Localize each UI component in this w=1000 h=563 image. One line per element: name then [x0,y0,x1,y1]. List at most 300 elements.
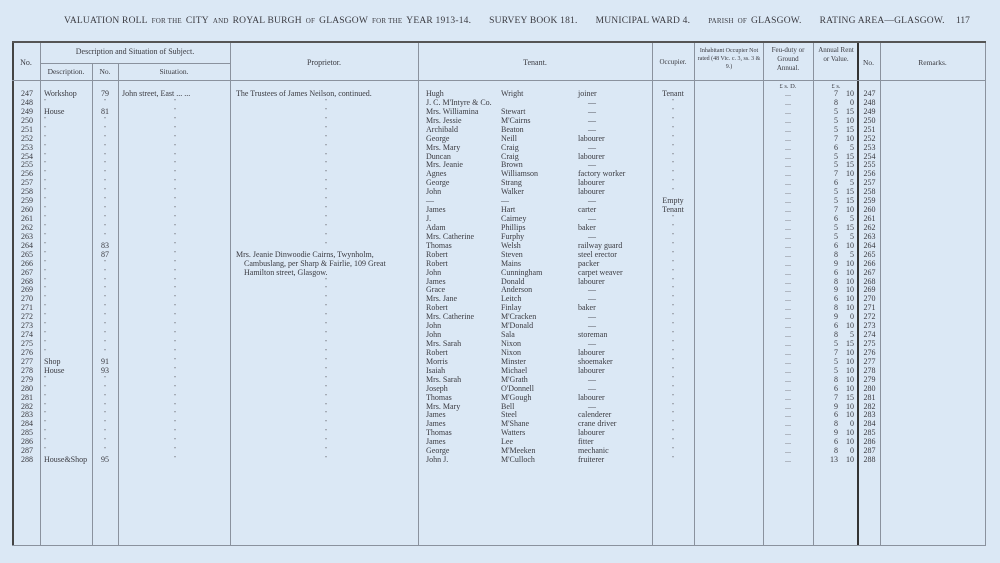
rent-shillings: 5 [850,330,854,340]
tenant-first-name: George [426,446,450,456]
header-no-right: No. [862,58,875,67]
description: House [44,106,65,116]
rent-pounds: 7 [834,347,838,357]
house-number: " [103,143,107,150]
tenant-first-name: Agnes [426,169,447,179]
feu-duty: ... [785,428,791,438]
house-number: " [103,286,107,293]
occupation: — [588,124,596,134]
feu-duty: ... [785,97,791,107]
rent-shillings: 10 [846,428,854,438]
house-number: " [103,411,107,418]
title-part: PARISH [708,17,734,25]
proprietor: " [324,188,328,195]
rent-pounds: 6 [834,267,838,277]
proprietor: " [324,393,328,400]
row-number: 263 [21,231,33,241]
row-number-right: 247 [863,89,876,98]
rent-pounds: 8 [834,419,838,429]
rent-shillings: 10 [846,89,854,98]
row-number-right: 262 [863,222,876,232]
rent-shillings: 10 [846,115,854,125]
occupier: " [671,152,675,159]
description: " [44,438,47,445]
row-number: 278 [21,365,33,375]
rent-pounds: 5 [834,339,838,349]
house-number: " [103,384,107,391]
tenant-first-name: Mrs. Jessie [426,115,462,125]
rent-shillings: 5 [850,231,854,241]
description: " [44,340,47,347]
situation: " [173,161,177,168]
occupier: Tenant [662,89,684,98]
row-number: 272 [21,312,33,322]
rent-shillings: 0 [850,97,854,107]
rent-pounds: 5 [834,124,838,134]
row-number-right: 281 [863,392,876,402]
house-number: " [103,304,107,311]
proprietor: " [324,197,328,204]
house-number: " [103,259,107,266]
tenant-first-name: James [426,276,446,286]
proprietor: " [324,348,328,355]
title-part: GLASGOW. [751,16,802,26]
row-number: 287 [21,446,33,456]
rule-line [12,41,986,43]
house-number: " [103,268,107,275]
feu-duty: ... [785,249,791,259]
tenant-surname: Hart [501,205,516,215]
feu-duty: ... [785,187,791,197]
feu-duty: ... [785,347,791,357]
description: Shop [44,356,61,366]
occupation: factory worker [578,169,626,179]
tenant-first-name: James [426,419,446,429]
tenant-first-name: Mrs. Sarah [426,374,462,384]
tenant-surname: M'Gough [501,392,532,402]
feu-duty: ... [785,169,791,179]
header-no: No. [20,58,32,67]
situation: " [173,357,177,364]
annual-units: £ s. [831,83,841,90]
row-number-right: 280 [863,383,876,393]
proprietor: " [324,232,328,239]
occupier: " [671,331,675,338]
rent-shillings: 10 [846,205,854,215]
situation: " [173,143,177,150]
feu-units: £ s. D. [779,83,797,90]
house-number: " [103,98,107,105]
row-number: 280 [21,383,33,393]
rent-pounds: 5 [834,151,838,161]
feu-duty: ... [785,222,791,232]
tenant-first-name: Mrs. Mary [426,401,461,411]
house-number: 93 [101,365,109,375]
occupier: " [671,223,675,230]
tenant-first-name: — [426,196,434,206]
rent-pounds: 8 [834,446,838,456]
tenant-surname: Craig [501,151,519,161]
header-number: No. [99,67,111,76]
house-number: " [103,429,107,436]
row-number: 288 [21,455,33,465]
row-number: 247 [21,89,33,98]
rule-line [880,42,881,545]
feu-duty: ... [785,303,791,313]
proprietor: Mrs. Jeanie Dinwoodie Cairns, Twynholm, [236,249,374,259]
occupation: — [588,115,596,125]
occupation: — [588,142,596,152]
tenant-first-name: J. C. M'Intyre & Co. [426,97,492,107]
situation: " [173,420,177,427]
occupation: — [588,214,596,224]
tenant-first-name: Thomas [426,428,452,438]
tenant-surname: Michael [501,365,528,375]
tenant-surname: Sala [501,330,515,340]
tenant-surname: Nixon [501,347,521,357]
tenant-first-name: Mrs. Catherine [426,231,474,241]
rent-shillings: 15 [846,106,854,116]
tenant-first-name: Joseph [426,383,448,393]
feu-duty: ... [785,142,791,152]
feu-duty: ... [785,330,791,340]
row-number-right: 253 [863,142,876,152]
proprietor: " [324,340,328,347]
header-remarks: Remarks. [918,58,947,67]
tenant-first-name: Mrs. Mary [426,142,461,152]
occupier: " [671,402,675,409]
rent-shillings: 10 [846,294,854,304]
rent-shillings: 10 [846,383,854,393]
rent-shillings: 15 [846,392,854,402]
description: " [44,420,47,427]
situation: " [173,277,177,284]
rent-pounds: 6 [834,383,838,393]
proprietor: " [324,331,328,338]
rent-shillings: 10 [846,267,854,277]
occupation: labourer [578,365,605,375]
row-number-right: 267 [863,267,876,277]
proprietor: " [324,286,328,293]
rent-shillings: 10 [846,437,854,447]
proprietor: " [324,313,328,320]
occupation: — [588,401,596,411]
situation: " [173,402,177,409]
row-number: 253 [21,142,33,152]
proprietor: " [324,98,328,105]
occupation: labourer [578,392,605,402]
feu-duty: ... [785,437,791,447]
title-part: VALUATION ROLL [64,16,148,26]
rent-pounds: 8 [834,249,838,259]
rent-pounds: 9 [834,285,838,295]
situation: " [173,152,177,159]
proprietor: " [324,429,328,436]
feu-duty: ... [785,455,791,465]
rule-line [12,80,986,81]
occupier: " [671,384,675,391]
description: " [44,188,47,195]
occupation: labourer [578,347,605,357]
house-number: " [103,116,107,123]
tenant-surname: Cairney [501,214,527,224]
row-number: 268 [21,276,33,286]
rent-pounds: 9 [834,428,838,438]
feu-duty: ... [785,339,791,349]
feu-duty: ... [785,89,791,98]
house-number: 91 [101,356,109,366]
occupier: " [671,134,675,141]
row-number-right: 272 [863,312,876,322]
row-number-right: 254 [863,151,876,161]
description: " [44,411,47,418]
rent-pounds: 5 [834,187,838,197]
proprietor: " [324,304,328,311]
rent-pounds: 8 [834,97,838,107]
title-part: GLASGOW [319,16,369,26]
tenant-surname: Bell [501,401,515,411]
house-number: 81 [101,106,109,116]
tenant-surname: Williamson [501,169,539,179]
row-number: 256 [21,169,33,179]
proprietor: " [324,116,328,123]
title-part: OF [737,17,748,25]
occupier: " [671,188,675,195]
occupier: " [671,420,675,427]
feu-duty: ... [785,240,791,250]
title-part: RATING AREA—GLASGOW. [819,16,945,26]
description: Workshop [44,89,77,98]
house-number: 87 [101,249,109,259]
description: House&Shop [44,455,88,465]
rent-pounds: 5 [834,231,838,241]
rent-pounds: 5 [834,196,838,206]
row-number: 266 [21,258,33,268]
proprietor: " [324,277,328,284]
row-number: 273 [21,321,33,331]
occupier: " [671,366,675,373]
title-part: SURVEY BOOK 181. [489,16,578,26]
row-number: 284 [21,419,33,429]
house-number: " [103,295,107,302]
house-number: " [103,420,107,427]
row-number: 285 [21,428,33,438]
situation: " [173,241,177,248]
row-number-right: 273 [863,321,876,331]
rent-pounds: 5 [834,222,838,232]
title-part: CITY [185,16,209,26]
tenant-first-name: Thomas [426,392,452,402]
row-number: 261 [21,214,33,224]
description: " [44,197,47,204]
rent-pounds: 5 [834,356,838,366]
description: " [44,277,47,284]
row-number: 257 [21,178,33,188]
row-number-right: 250 [863,115,876,125]
situation: " [173,429,177,436]
tenant-first-name: George [426,133,450,143]
situation: " [173,223,177,230]
house-number: " [103,197,107,204]
tenant-first-name: John [426,321,442,331]
occupation: joiner [578,89,597,98]
occupier: " [671,375,675,382]
header-tenant: Tenant. [523,58,547,67]
rent-shillings: 10 [846,240,854,250]
house-number: 95 [101,455,109,465]
occupier: Empty [662,196,684,206]
row-number-right: 271 [863,303,876,313]
rent-pounds: 6 [834,410,838,420]
occupier: " [671,116,675,123]
row-number-right: 259 [863,196,876,206]
rent-shillings: 10 [846,455,854,465]
rent-shillings: 10 [846,401,854,411]
rule-line [40,42,41,545]
tenant-surname: Leitch [501,294,522,304]
description: House [44,365,65,375]
tenant-surname: Nixon [501,339,521,349]
rent-shillings: 10 [846,258,854,268]
proprietor: " [324,384,328,391]
row-number: 264 [21,240,33,250]
description: " [44,313,47,320]
situation: " [173,348,177,355]
house-number: 79 [101,89,109,98]
proprietor: Hamilton street, Glasgow. [244,267,328,277]
situation: " [173,447,177,454]
description: " [44,286,47,293]
feu-duty: ... [785,392,791,402]
row-number-right: 283 [863,410,876,420]
proprietor: " [324,125,328,132]
situation: " [173,313,177,320]
header-annual-rent: Annual Rent or Value. [818,46,854,63]
feu-duty: ... [785,106,791,116]
row-number-right: 265 [863,249,876,259]
row-number: 248 [21,97,33,107]
occupier: " [671,215,675,222]
house-number: " [103,215,107,222]
house-number: " [103,340,107,347]
tenant-surname: M'Grath [501,374,528,384]
tenant-first-name: Robert [426,249,448,259]
rent-pounds: 7 [834,89,838,98]
feu-duty: ... [785,214,791,224]
feu-duty: ... [785,267,791,277]
rent-pounds: 6 [834,437,838,447]
row-number-right: 252 [863,133,876,143]
description: " [44,134,47,141]
occupation: labourer [578,133,605,143]
rent-pounds: 6 [834,142,838,152]
occupation: crane driver [578,419,617,429]
tenant-first-name: James [426,205,446,215]
rent-pounds: 5 [834,365,838,375]
occupation: — [588,160,596,170]
tenant-first-name: Mrs. Sarah [426,339,462,349]
tenant-first-name: Adam [426,222,446,232]
occupation: — [588,383,596,393]
situation: " [173,134,177,141]
rent-pounds: 5 [834,106,838,116]
rent-shillings: 5 [850,249,854,259]
rule-line [813,42,814,545]
row-number: 279 [21,374,33,384]
situation: " [173,259,177,266]
row-number-right: 264 [863,240,876,250]
tenant-surname: Steven [501,249,523,259]
tenant-first-name: Robert [426,303,448,313]
rent-shillings: 10 [846,303,854,313]
tenant-first-name: James [426,437,446,447]
row-number-right: 249 [863,106,876,116]
tenant-first-name: Thomas [426,240,452,250]
page-header-title [64,16,949,26]
rent-shillings: 10 [846,285,854,295]
tenant-surname: Welsh [501,240,521,250]
header-feu-duty: Feu-duty or Ground Annual. [771,46,805,72]
row-number-right: 284 [863,419,876,429]
occupation: fitter [578,437,594,447]
rent-shillings: 0 [850,312,854,322]
rent-shillings: 15 [846,222,854,232]
tenant-surname: M'Cracken [501,312,537,322]
tenant-first-name: Grace [426,285,446,295]
row-number-right: 268 [863,276,876,286]
occupier: " [671,277,675,284]
proprietor: " [324,322,328,329]
rent-pounds: 6 [834,294,838,304]
occupation: shoemaker [578,356,613,366]
occupier: " [671,143,675,150]
row-number-right: 278 [863,365,876,375]
rent-shillings: 0 [850,419,854,429]
row-number: 262 [21,222,33,232]
row-number-right: 260 [863,205,876,215]
description: " [44,402,47,409]
tenant-surname: Wright [501,89,524,98]
occupier: " [671,179,675,186]
rule-line [230,42,231,545]
tenant-surname: Donald [501,276,525,286]
rent-shillings: 10 [846,374,854,384]
row-number: 267 [21,267,33,277]
row-number-right: 269 [863,285,876,295]
situation: John street, East ... ... [122,89,191,98]
tenant-surname: Stewart [501,106,526,116]
proprietor: " [324,170,328,177]
row-number: 258 [21,187,33,197]
row-number: 282 [21,401,33,411]
house-number: " [103,438,107,445]
house-number: " [103,232,107,239]
tenant-surname: Watters [501,428,526,438]
rent-pounds: 7 [834,392,838,402]
row-number-right: 276 [863,347,876,357]
row-number-right: 257 [863,178,876,188]
rent-pounds: 8 [834,330,838,340]
occupation: — [588,294,596,304]
rent-shillings: 15 [846,339,854,349]
row-number: 250 [21,115,33,125]
occupier: " [671,232,675,239]
title-part: YEAR 1913-14. [406,16,472,26]
rule-line [694,42,695,545]
page-number: 117 [956,16,970,26]
feu-duty: ... [785,312,791,322]
occupation: — [588,285,596,295]
